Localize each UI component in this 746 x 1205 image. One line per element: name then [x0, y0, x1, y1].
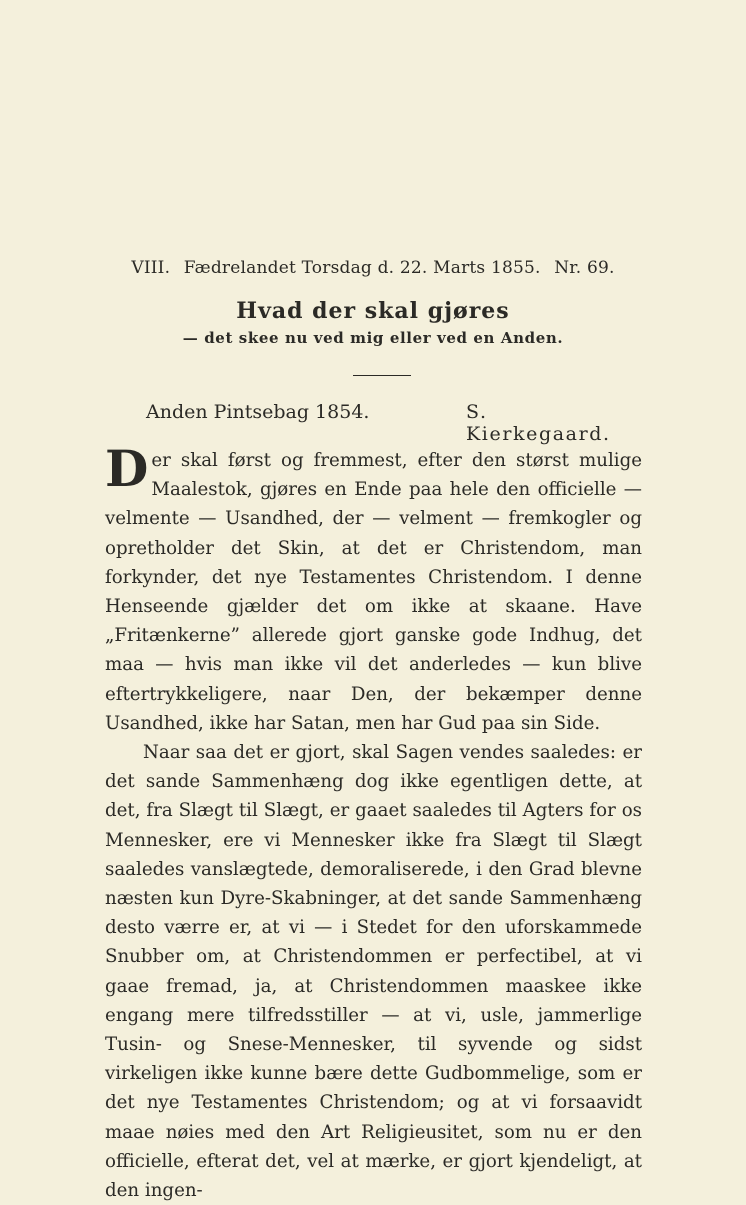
part-number: VIII.	[131, 258, 171, 278]
running-header	[0, 258, 746, 278]
drop-cap: D	[105, 439, 149, 498]
article-title: Hvad der skal gjøres	[236, 298, 510, 324]
title-divider	[353, 375, 411, 376]
article-body	[105, 439, 642, 1205]
article-subtitle: — det skee nu ved mig eller ved en Anden.	[182, 329, 564, 347]
paragraph-1-text: er skal først og fremmest, efter den størst mulige Maalestok, gjøres en Ende paa hele den officielle — velmente — Usandhed, der — velment — fremkogler og opretholder det Skin, at det er Christendom, man forkynder, det nye Testamentes Christendom. I denne Henseende gjælder det om ikke at skaane. Have „Fritænkerne” allerede gjort ganske gode Indhug, det maa — hvis man ikke vil det anderledes — kun blive eftertrykkeligere, naar Den, der bekæmper denne Usandhed, ikke har Satan, men har Gud paa sin Side.	[105, 450, 642, 734]
issue-number: Nr. 69.	[554, 258, 615, 278]
newspaper-source: Fædrelandet Torsdag d. 22. Marts 1855.	[183, 258, 541, 278]
paragraph-2: Naar saa det er gjort, skal Sagen vendes saaledes: er det sande Sammenhæng dog ikke egentligen dette, at det, fra Slægt til Slægt, er gaaet saaledes til Agters for os Mennesker, ere vi Mennesker ikke fra Slægt til Slægt saaledes vanslægtede, demoraliserede, i den Grad blevne næsten kun Dyre-Skabninger, at det sande Sammenhæng desto værre er, at vi — i Stedet for den uforskammede Snubber om, at Christendommen er perfectibel, at vi gaae fremad, ja, at Christendommen maaskee ikke engang mere tilfredsstiller — at vi, usle, jammerlige Tusin- og Snese-Mennesker, til syvende og sidst virkeligen ikke kunne bære dette Gudbommelige, som er det nye Testamentes Christendom; og at vi forsaavidt maae nøies med den Art Religieusitet, som nu er den officielle, efterat det, vel at mærke, er gjort kjendeligt, at den ingen-	[105, 742, 642, 1202]
paragraph-1	[105, 439, 642, 738]
dateline-author: S. Kierkegaard.	[466, 401, 611, 445]
dateline-date: Anden Pintsebag 1854.	[146, 401, 370, 423]
